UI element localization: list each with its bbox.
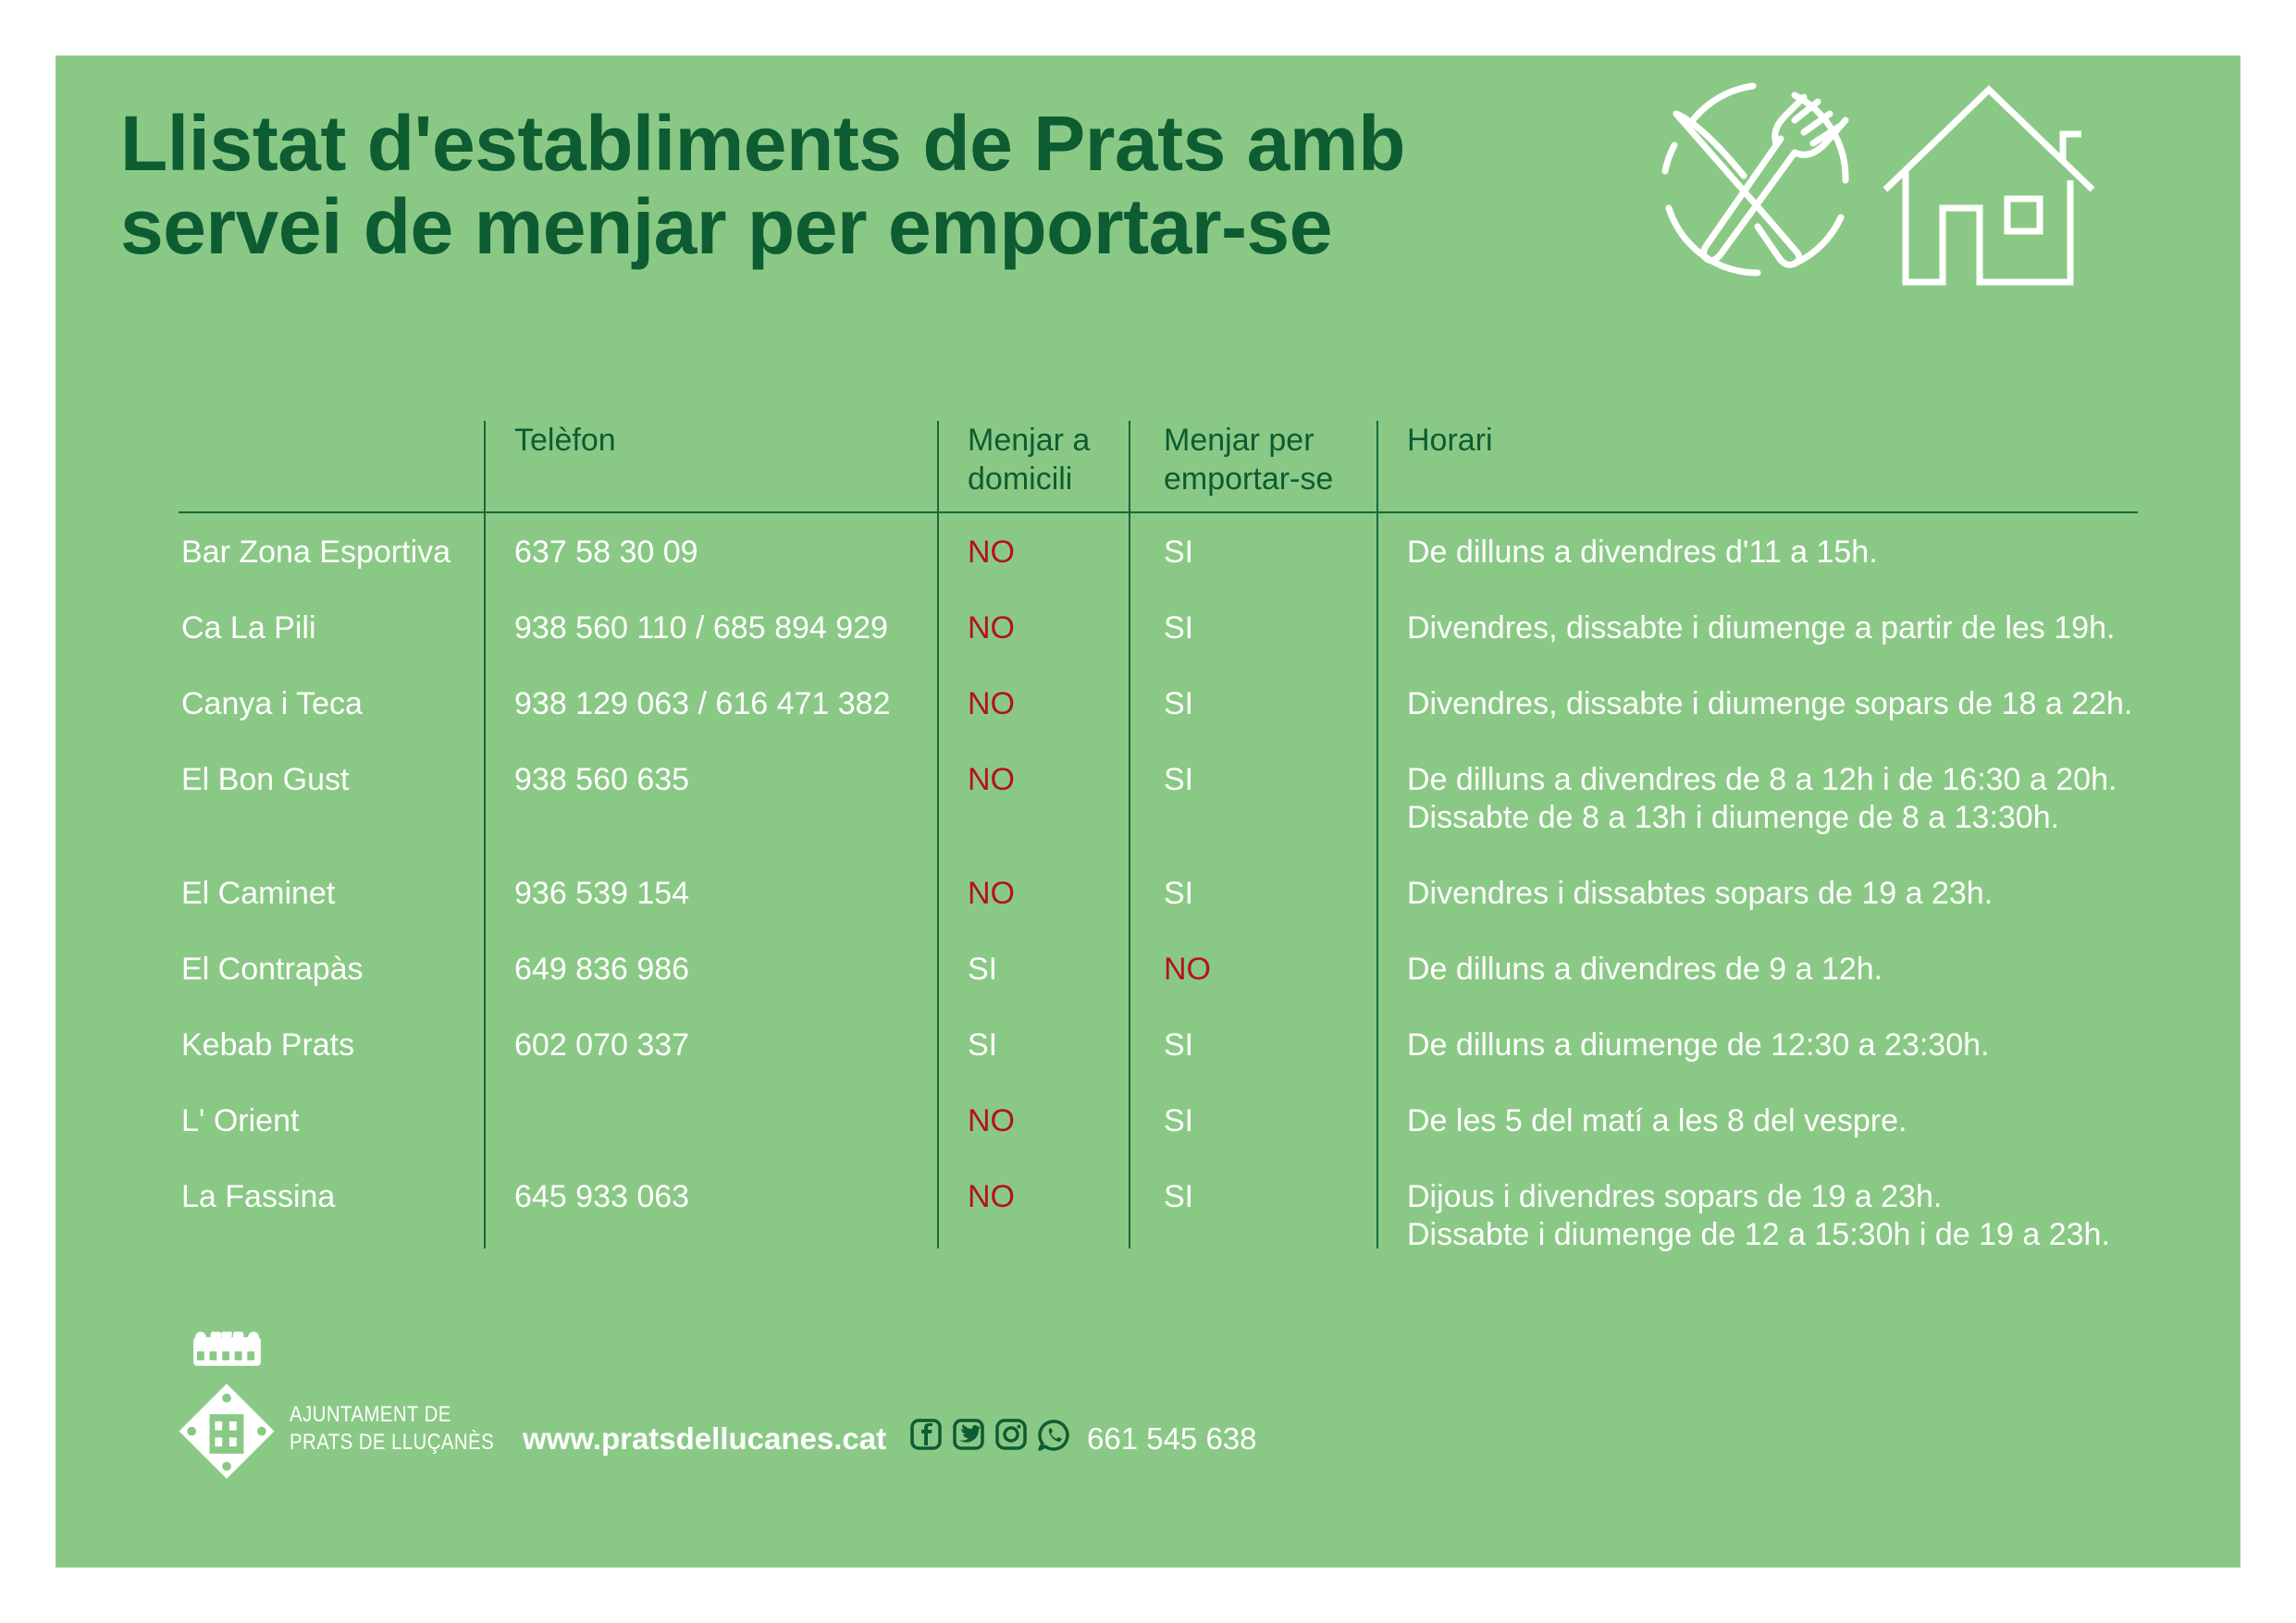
municipal-coat-of-arms-logo: [174, 1332, 280, 1480]
row-name: Ca La Pili: [181, 610, 316, 646]
house-icon: [1878, 79, 2100, 291]
header-takeaway-line2: emportar-se: [1164, 461, 1334, 497]
header-takeaway: [1164, 421, 1333, 498]
row-takeaway: SI: [1164, 1027, 1194, 1063]
header-delivery: [968, 421, 1090, 498]
row-delivery: NO: [968, 535, 1015, 570]
row-hours: [1407, 1102, 1907, 1140]
row-name: L' Orient: [181, 1103, 300, 1138]
row-phone: 602 070 337: [514, 1027, 690, 1063]
row-takeaway: SI: [1164, 610, 1194, 646]
row-hours: [1407, 1178, 2110, 1254]
row-delivery: NO: [968, 1103, 1015, 1138]
page-title: [120, 102, 1405, 268]
row-hours-line: De dilluns a divendres d'11 a 15h.: [1407, 535, 1878, 570]
row-takeaway: SI: [1164, 876, 1194, 911]
column-divider-3: [1129, 421, 1130, 1248]
row-phone: 645 933 063: [514, 1179, 690, 1214]
row-phone: 938 560 635: [514, 762, 690, 797]
row-name: El Caminet: [181, 876, 336, 911]
row-name: Kebab Prats: [181, 1027, 355, 1063]
header-takeaway-line1: Menjar per: [1164, 423, 1315, 458]
row-name: El Bon Gust: [181, 762, 350, 797]
whatsapp-icon[interactable]: [1037, 1418, 1072, 1453]
row-hours: [1407, 1027, 1989, 1064]
row-takeaway: NO: [1164, 952, 1211, 987]
row-phone: 938 129 063 / 616 471 382: [514, 686, 891, 721]
row-phone: 936 539 154: [514, 876, 690, 911]
header-hours-label: Horari: [1407, 423, 1493, 458]
twitter-icon[interactable]: [952, 1418, 985, 1451]
row-takeaway: SI: [1164, 762, 1194, 797]
column-divider-4: [1376, 421, 1378, 1248]
row-takeaway: SI: [1164, 1103, 1194, 1138]
contact-phone: 661 545 638: [1087, 1421, 1257, 1456]
row-hours: [1407, 685, 2132, 723]
row-hours: [1407, 951, 1882, 989]
row-hours-line: Dissabte i diumenge de 12 a 15:30h i de 19 a 23h.: [1407, 1217, 2110, 1252]
row-delivery: NO: [968, 876, 1015, 911]
row-hours-line: Divendres, dissabte i diumenge a partir de les 19h.: [1407, 610, 2116, 646]
column-divider-2: [937, 421, 939, 1248]
header-delivery-line2: domicili: [968, 461, 1073, 497]
municipality-name: [290, 1401, 530, 1457]
row-delivery: NO: [968, 762, 1015, 797]
header-delivery-line1: Menjar a: [968, 423, 1091, 458]
row-hours-line: De dilluns a divendres de 8 a 12h i de 16:30 a 20h.: [1407, 762, 2117, 797]
row-hours: [1407, 534, 1878, 572]
title-line-1: Llistat d'establiments de Prats amb: [120, 100, 1405, 187]
column-divider-1: [484, 421, 486, 1248]
row-delivery: SI: [968, 1027, 998, 1063]
header-rule: [179, 511, 2138, 513]
row-hours: [1407, 761, 2117, 837]
row-hours-line: De dilluns a diumenge de 12:30 a 23:30h.: [1407, 1027, 1990, 1063]
row-takeaway: SI: [1164, 686, 1194, 721]
header-phone-label: Telèfon: [514, 423, 616, 458]
row-delivery: NO: [968, 686, 1015, 721]
row-hours-line: Dissabte de 8 a 13h i diumenge de 8 a 13:30h.: [1407, 800, 2060, 835]
row-delivery: SI: [968, 952, 998, 987]
instagram-icon[interactable]: [994, 1418, 1028, 1451]
row-hours-line: De les 5 del matí a les 8 del vespre.: [1407, 1103, 1907, 1138]
row-name: El Contrapàs: [181, 952, 364, 987]
title-line-2: servei de menjar per emportar-se: [120, 183, 1332, 270]
row-hours: [1407, 609, 2115, 647]
row-hours-line: Divendres, dissabte i diumenge sopars de 18 a 22h.: [1407, 686, 2133, 721]
row-hours-line: Dijous i divendres sopars de 19 a 23h.: [1407, 1179, 1943, 1214]
row-name: Bar Zona Esportiva: [181, 535, 451, 570]
row-delivery: NO: [968, 610, 1015, 646]
row-takeaway: SI: [1164, 1179, 1194, 1214]
row-name: Canya i Teca: [181, 686, 363, 721]
website-link[interactable]: www.pratsdellucanes.cat: [523, 1421, 887, 1456]
row-hours: [1407, 875, 1993, 913]
row-hours-line: De dilluns a divendres de 9 a 12h.: [1407, 952, 1883, 987]
logo-line-1: AJUNTAMENT DE: [290, 1402, 451, 1427]
row-name: La Fassina: [181, 1179, 336, 1214]
row-hours-line: Divendres i dissabtes sopars de 19 a 23h.: [1407, 876, 1994, 911]
row-takeaway: SI: [1164, 535, 1194, 570]
header-phone: [514, 421, 616, 460]
row-phone: 637 58 30 09: [514, 535, 698, 570]
logo-line-2: PRATS DE LLUÇANÈS: [290, 1430, 495, 1455]
no-dining-cutlery-icon: [1656, 79, 1859, 282]
header-hours: [1407, 421, 1493, 460]
row-phone: 938 560 110 / 685 894 929: [514, 610, 888, 646]
facebook-icon[interactable]: [909, 1418, 943, 1451]
row-delivery: NO: [968, 1179, 1015, 1214]
row-phone: 649 836 986: [514, 952, 690, 987]
